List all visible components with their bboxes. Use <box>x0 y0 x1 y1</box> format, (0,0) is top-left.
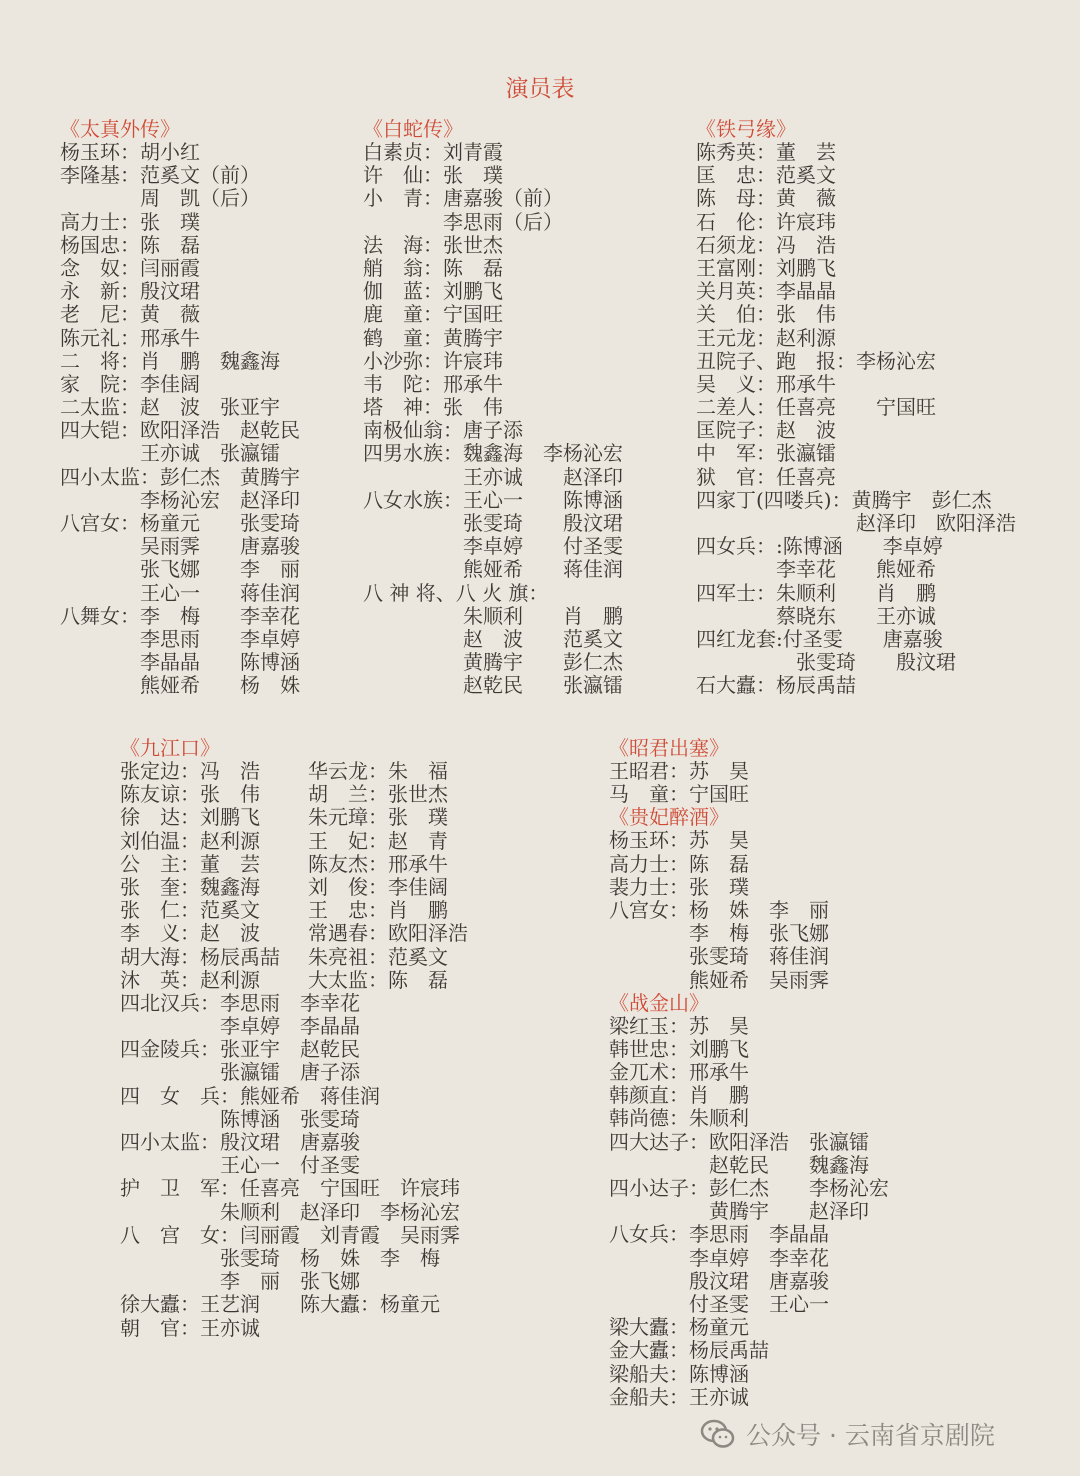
cast-line: 刘伯温：赵利源 <box>120 828 260 853</box>
cast-line: 李 梅 张飞娜 <box>609 921 829 946</box>
cast-line: 四家丁(四喽兵)：黄腾宇 彭仁杰 <box>696 487 992 512</box>
cast-line: 石 伦：许宸玮 <box>696 209 836 234</box>
cast-line: 朱亮祖：范奚文 <box>308 944 448 969</box>
cast-line: 四小达子：彭仁杰 李杨沁宏 <box>609 1176 889 1200</box>
cast-line: 熊娅希 杨 姝 <box>60 673 300 698</box>
cast-line: 金大蠹：杨辰禹喆 <box>609 1338 769 1363</box>
cast-line: 梁大蠹：杨童元 <box>609 1315 749 1340</box>
cast-line: 念 奴：闫丽霞 <box>60 255 200 280</box>
cast-line: 鹤 童：黄腾宇 <box>363 325 503 350</box>
cast-line: 二差人：任喜亮 宁国旺 <box>696 395 936 420</box>
cast-line: 四大达子：欧阳泽浩 张瀛镭 <box>609 1129 869 1154</box>
cast-line: 四女兵：:陈博涵 李卓婷 <box>696 534 943 559</box>
cast-line: 匡院子：赵 波 <box>696 418 836 443</box>
cast-line: 小 青：唐嘉骏（前） <box>363 186 563 211</box>
watermark <box>700 1416 995 1452</box>
cast-line: 关 伯：张 伟 <box>696 302 836 327</box>
cast-line: 二太监：赵 波 张亚宇 <box>60 395 280 420</box>
cast-line: 杨玉环：苏 昊 <box>609 828 749 853</box>
play-title-guifei: 《贵妃醉酒》 <box>609 805 729 830</box>
cast-line: 张雯琦 殷汶珺 <box>363 511 623 535</box>
cast-line: 韩世忠：刘鹏飞 <box>609 1036 749 1061</box>
cast-line: 八女水族：王心一 陈博涵 <box>363 487 623 512</box>
cast-line: 胡 兰：张世杰 <box>308 782 448 807</box>
cast-line: 中 军：张瀛镭 <box>696 441 836 466</box>
cast-line: 朱顺利 赵泽印 李杨沁宏 <box>120 1199 460 1224</box>
cast-line: 大太监：陈 磊 <box>308 967 448 992</box>
cast-line: 张瀛镭 唐子添 <box>120 1060 360 1085</box>
cast-line: 四 女 兵：熊娅希 蒋佳润 <box>120 1083 380 1108</box>
cast-line: 朝 官：王亦诚 <box>120 1315 260 1340</box>
cast-line: 梁船夫：陈博涵 <box>609 1361 749 1386</box>
cast-line: 丑院子、跑 报：李杨沁宏 <box>696 348 936 373</box>
cast-list-zhaojun <box>609 760 889 806</box>
cast-line: 蔡晓东 王亦诚 <box>696 603 936 628</box>
cast-line: 护 卫 军：任喜亮 宁国旺 许宸玮 <box>120 1176 460 1201</box>
cast-column-jiujiang-1 <box>120 760 308 992</box>
cast-line: 张雯琦 杨 姝 李 梅 <box>120 1245 440 1270</box>
cast-line: 李幸花 熊娅希 <box>696 557 936 582</box>
cast-line: 张飞娜 李 丽 <box>60 557 300 582</box>
play-title-zhanjinshan: 《战金山》 <box>609 990 709 1015</box>
cast-line: 李隆基：范奚文（前） <box>60 163 260 188</box>
watermark-text: 公众号 · 云南省京剧院 <box>746 1421 995 1450</box>
cast-line: 八 宫 女：闫丽霞 刘青霞 吴雨霁 <box>120 1222 460 1247</box>
cast-line: 杨国忠：陈 磊 <box>60 232 200 257</box>
cast-line: 熊娅希 吴雨霁 <box>609 967 829 992</box>
cast-line: 李卓婷 李晶晶 <box>120 1014 360 1039</box>
cast-line: 白素贞：刘青霞 <box>363 140 503 164</box>
cast-list-guifei <box>609 829 889 991</box>
cast-line: 李 义：赵 波 <box>120 921 260 946</box>
cast-line: 张 奎：魏鑫海 <box>120 874 260 899</box>
cast-line: 鹿 童：宁国旺 <box>363 302 503 327</box>
cast-line: 法 海：张世杰 <box>363 232 503 257</box>
cast-line: 沐 英：赵利源 <box>120 967 260 992</box>
cast-line: 石大蠹：杨辰禹喆 <box>696 673 856 698</box>
cast-line: 李思雨 李卓婷 <box>60 626 300 651</box>
cast-list-jiujiang <box>120 992 468 1340</box>
cast-line: 四小太监：殷汶珺 唐嘉骏 <box>120 1130 360 1154</box>
cast-line: 徐大蠹：王艺润 陈大蠹：杨童元 <box>120 1292 440 1317</box>
cast-line: 四金陵兵：张亚宇 赵乾民 <box>120 1037 360 1062</box>
cast-line: 王亦诚 赵泽印 <box>363 464 623 489</box>
cast-line: 李晶晶 陈博涵 <box>60 650 300 675</box>
cast-line: 李杨沁宏 赵泽印 <box>60 487 300 512</box>
cast-line: 高力士：张 璞 <box>60 209 200 234</box>
cast-line: 徐 达：刘鹏飞 <box>120 805 260 830</box>
cast-line: 李卓婷 李幸花 <box>609 1245 829 1270</box>
cast-line: 赵泽印 欧阳泽浩 <box>696 511 1016 535</box>
cast-line: 陈元礼：邢承牛 <box>60 325 200 350</box>
cast-line: 赵乾民 张瀛镭 <box>363 673 623 698</box>
cast-line: 南极仙翁：唐子添 <box>363 418 523 443</box>
cast-line: 八舞女：李 梅 李幸花 <box>60 603 300 628</box>
play-title-baishe: 《白蛇传》 <box>363 117 463 141</box>
cast-line: 王亦诚 张瀛镭 <box>60 441 280 466</box>
cast-line: 陈秀英：董 芸 <box>696 140 836 164</box>
cast-list-baishe <box>363 141 623 698</box>
cast-line: 王心一 蒋佳润 <box>60 580 300 605</box>
cast-line: 王心一 付圣雯 <box>120 1153 360 1178</box>
cast-line: 四红龙套:付圣雯 唐嘉骏 <box>696 626 943 651</box>
cast-line: 二 将：肖 鹏 魏鑫海 <box>60 348 280 373</box>
cast-line: 匡 忠：范奚文 <box>696 163 836 188</box>
cast-line: 吴雨霁 唐嘉骏 <box>60 534 300 559</box>
cast-line: 关月英：李晶晶 <box>696 279 836 304</box>
cast-line: 四军士：朱顺利 肖 鹏 <box>696 580 936 605</box>
cast-line: 朱顺利 肖 鹏 <box>363 603 623 628</box>
page-title: 演员表 <box>505 76 575 102</box>
cast-line: 张雯琦 殷汶珺 <box>696 650 956 675</box>
cast-line: 八女兵：李思雨 李晶晶 <box>609 1222 829 1247</box>
section-baishe <box>363 118 623 698</box>
cast-line: 王元龙：赵利源 <box>696 325 836 350</box>
cast-line: 王昭君：苏 昊 <box>609 759 749 783</box>
cast-line: 胡大海：杨辰禹喆 <box>120 944 280 969</box>
play-title-taizhen: 《太真外传》 <box>60 117 180 141</box>
cast-line: 伽 蓝：刘鹏飞 <box>363 279 503 304</box>
cast-line: 黄腾宇 赵泽印 <box>609 1199 869 1224</box>
cast-line: 黄腾宇 彭仁杰 <box>363 650 623 675</box>
cast-line: 张 仁：范奚文 <box>120 898 260 923</box>
cast-line: 李 丽 张飞娜 <box>120 1269 360 1294</box>
section-tiegong <box>696 118 1016 698</box>
cast-line: 赵 波 范奚文 <box>363 626 623 651</box>
cast-line: 四小太监：彭仁杰 黄腾宇 <box>60 464 300 489</box>
cast-line: 四男水族：魏鑫海 李杨沁宏 <box>363 441 623 466</box>
cast-line: 塔 神：张 伟 <box>363 395 503 420</box>
cast-line: 金兀术：邢承牛 <box>609 1060 749 1085</box>
cast-line: 石须龙：冯 浩 <box>696 232 836 257</box>
cast-line: 华云龙：朱 福 <box>308 759 448 783</box>
cast-line: 殷汶珺 唐嘉骏 <box>609 1268 829 1293</box>
cast-line: 王 妃：赵 青 <box>308 828 448 853</box>
cast-line: 付圣雯 王心一 <box>609 1291 829 1316</box>
cast-line: 李卓婷 付圣雯 <box>363 534 623 559</box>
cast-line: 陈博涵 张雯琦 <box>120 1106 360 1131</box>
cast-list-zhanjinshan <box>609 1015 889 1409</box>
cast-line: 韦 陀：邢承牛 <box>363 371 503 396</box>
cast-line: 吴 义：邢承牛 <box>696 371 836 396</box>
cast-line: 狱 官：任喜亮 <box>696 464 836 489</box>
cast-line: 八 神 将、八 火 旗： <box>363 580 549 605</box>
cast-line: 马 童：宁国旺 <box>609 782 749 807</box>
section-jiujiang <box>120 737 468 1340</box>
cast-line: 常遇春：欧阳泽浩 <box>308 921 468 946</box>
cast-list-taizhen <box>60 141 300 698</box>
cast-line: 公 主：董 芸 <box>120 851 260 876</box>
cast-line: 八宫女：杨童元 张雯琦 <box>60 511 300 535</box>
cast-line: 永 新：殷汶珺 <box>60 279 200 304</box>
cast-line: 家 院：李佳阔 <box>60 371 200 396</box>
cast-list-tiegong <box>696 141 1016 698</box>
cast-line: 艄 翁：陈 磊 <box>363 255 503 280</box>
cast-line: 韩尚德：朱顺利 <box>609 1106 749 1131</box>
cast-line: 刘 俊：李佳阔 <box>308 874 448 899</box>
cast-line: 陈 母：黄 薇 <box>696 186 836 211</box>
cast-line: 梁红玉：苏 昊 <box>609 1013 749 1038</box>
cast-line: 八宫女：杨 姝 李 丽 <box>609 897 829 922</box>
cast-line: 四大铠：欧阳泽浩 赵乾民 <box>60 418 300 443</box>
cast-line: 张定边：冯 浩 <box>120 759 260 783</box>
cast-line: 赵乾民 魏鑫海 <box>609 1152 869 1177</box>
play-title-tiegong: 《铁弓缘》 <box>696 117 796 141</box>
cast-line: 杨玉环：胡小红 <box>60 140 200 164</box>
wechat-icon <box>700 1418 736 1450</box>
cast-line: 韩颜直：肖 鹏 <box>609 1083 749 1108</box>
cast-line: 裴力士：张 璞 <box>609 874 749 899</box>
cast-line: 陈友谅：张 伟 <box>120 782 260 807</box>
cast-line: 老 尼：黄 薇 <box>60 302 200 327</box>
cast-line: 张雯琦 蒋佳润 <box>609 944 829 969</box>
cast-line: 朱元璋：张 璞 <box>308 805 448 830</box>
cast-line: 王 忠：肖 鹏 <box>308 898 448 923</box>
cast-line: 李思雨（后） <box>363 209 563 234</box>
cast-column-jiujiang-2 <box>308 760 468 992</box>
play-title-jiujiang: 《九江口》 <box>120 736 220 760</box>
cast-line: 熊娅希 蒋佳润 <box>363 557 623 582</box>
cast-line: 金船夫：王亦诚 <box>609 1384 749 1409</box>
section-taizhen <box>60 118 300 698</box>
section-right-bottom <box>609 737 889 1409</box>
cast-line: 王富刚：刘鹏飞 <box>696 255 836 280</box>
cast-line: 陈友杰：邢承牛 <box>308 851 448 876</box>
cast-line: 小沙弥：许宸玮 <box>363 348 503 373</box>
cast-line: 周 凯（后） <box>60 186 260 211</box>
play-title-zhaojun: 《昭君出塞》 <box>609 736 729 760</box>
cast-line: 高力士：陈 磊 <box>609 851 749 876</box>
cast-line: 许 仙：张 璞 <box>363 163 503 188</box>
cast-line: 四北汉兵：李思雨 李幸花 <box>120 990 360 1015</box>
